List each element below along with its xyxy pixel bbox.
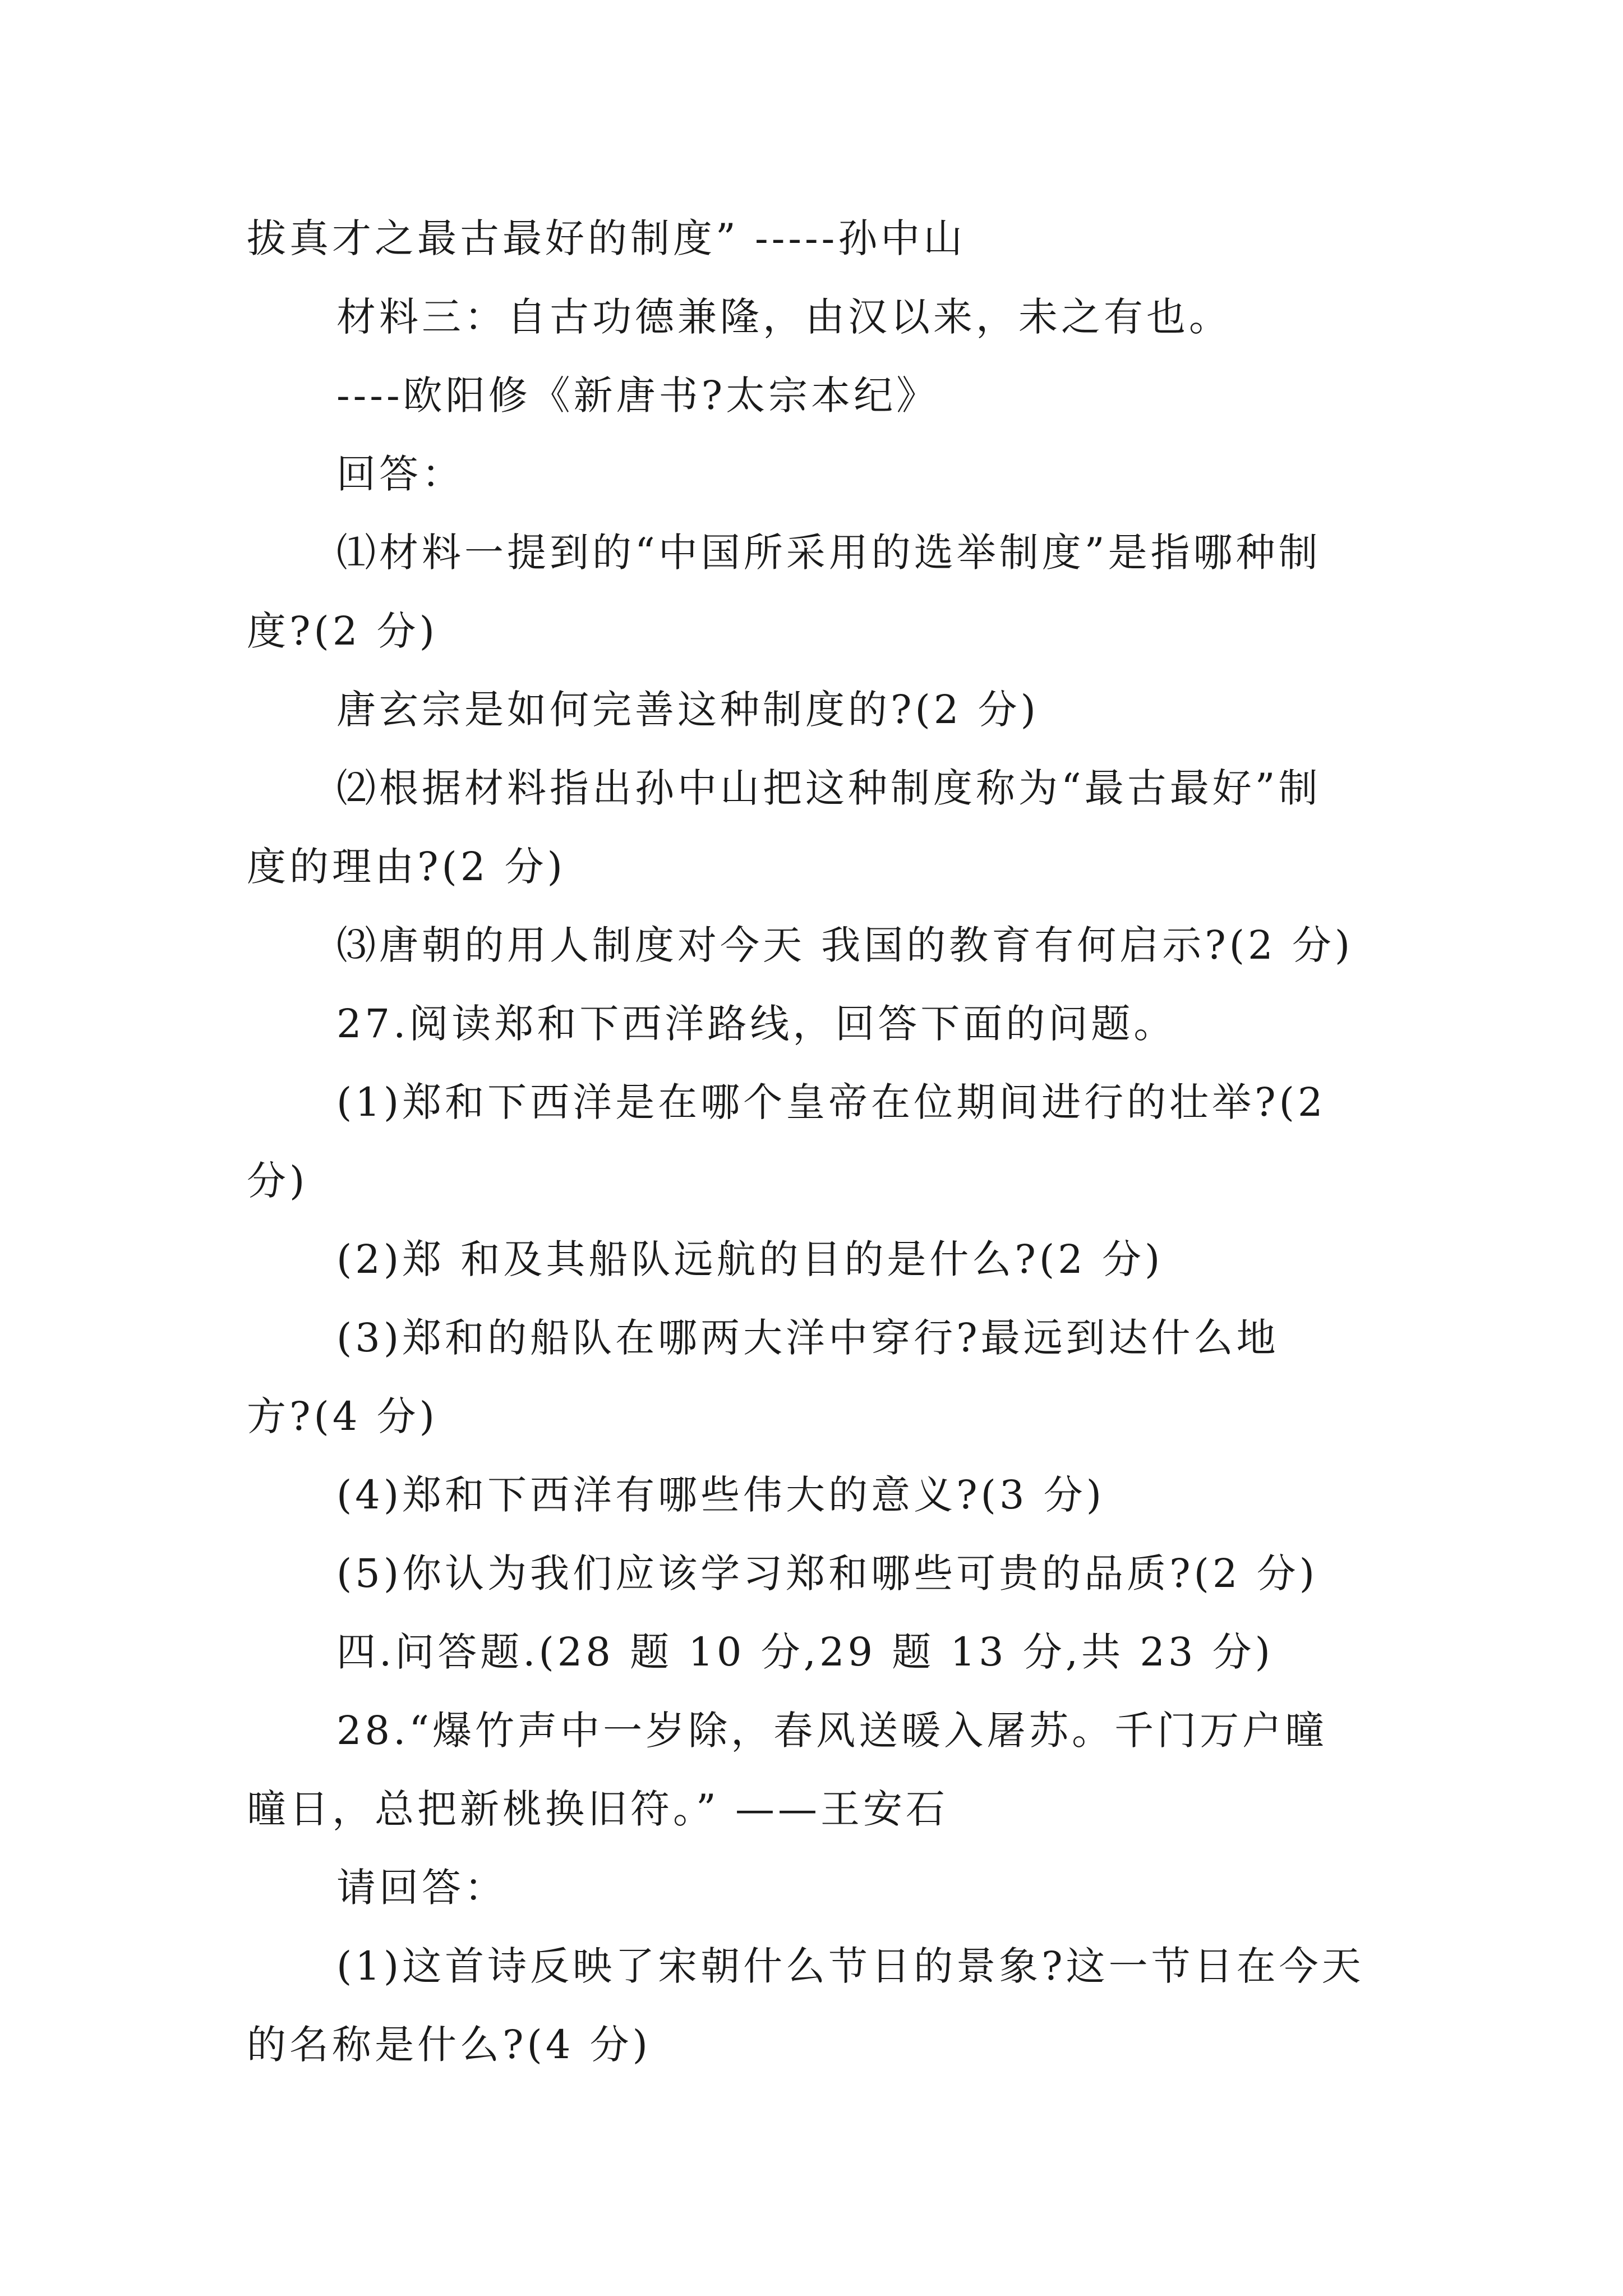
text-line: 曈日，总把新桃换旧符。” ——王安石 (247, 1786, 949, 1832)
text-line: 四.问答题.(28 题 10 分,29 题 13 分,共 23 分) (336, 1629, 1274, 1675)
text-line: 材料三：自古功德兼隆，由汉以来，未之有也。 (336, 294, 1232, 340)
text-line: (1)郑和下西洋是在哪个皇帝在位期间进行的壮举?(2 (336, 1079, 1326, 1125)
text-line: (1)这首诗反映了宋朝什么节日的景象?这一节日在今天 (336, 1943, 1364, 1989)
text-line: 度的理由?(2 分) (247, 844, 566, 890)
text-line: (5)你认为我们应该学习郑和哪些可贵的品质?(2 分) (336, 1550, 1318, 1596)
text-line: 拔真才之最古最好的制度” -----孙中山 (247, 215, 966, 261)
text-line: 唐玄宗是如何完善这种制度的?(2 分) (336, 687, 1039, 733)
text-line: 度?(2 分) (247, 608, 438, 654)
text-line: ⑵根据材料指出孙中山把这种制度称为“最古最好”制 (336, 765, 1321, 811)
text-line: 28.“爆竹声中一岁除，春风送暖入屠苏。千门万户曈 (336, 1708, 1328, 1754)
text-line: (2)郑 和及其船队远航的目的是什么?(2 分) (336, 1236, 1164, 1282)
text-line: ⑴材料一提到的“中国所采用的选举制度”是指哪种制 (336, 530, 1321, 576)
text-line: 27.阅读郑和下西洋路线，回答下面的问题。 (336, 1001, 1177, 1047)
text-line: 请回答： (336, 1865, 507, 1911)
text-line: 的名称是什么?(4 分) (247, 2022, 651, 2068)
text-line: 方?(4 分) (247, 1393, 438, 1439)
text-line: 回答： (336, 451, 464, 497)
text-line: (4)郑和下西洋有哪些伟大的意义?(3 分) (336, 1472, 1105, 1518)
text-line: (3)郑和的船队在哪两大洋中穿行?最远到达什么地 (336, 1315, 1279, 1361)
text-line: ⑶唐朝的用人制度对今天 我国的教育有何启示?(2 分) (336, 922, 1354, 968)
text-line: ----欧阳修《新唐书?太宗本纪》 (336, 372, 939, 418)
text-line: 分) (247, 1158, 308, 1204)
